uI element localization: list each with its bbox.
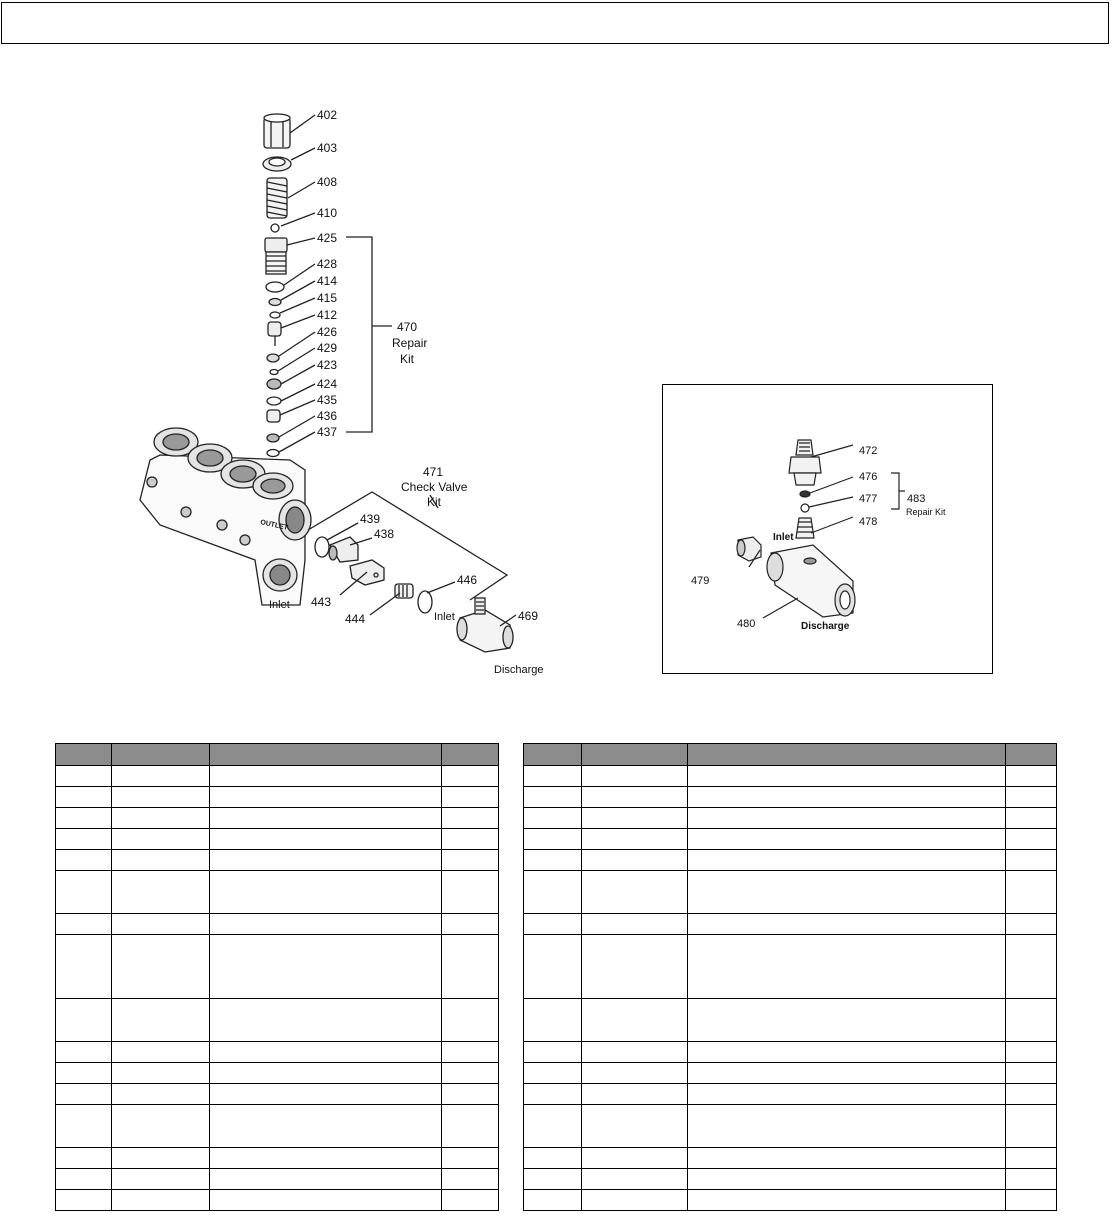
table-cell — [56, 1169, 112, 1190]
table-cell — [210, 766, 442, 787]
label-415: 415 — [317, 291, 338, 305]
table-body — [524, 766, 1057, 1211]
table-cell — [582, 1105, 688, 1148]
table-cell — [524, 1042, 582, 1063]
table-cell — [582, 787, 688, 808]
label-410: 410 — [317, 206, 338, 220]
table-cell — [56, 850, 112, 871]
oring-439 — [315, 537, 329, 557]
table-cell — [582, 1148, 688, 1169]
table-cell — [210, 1063, 442, 1084]
table-cell — [524, 808, 582, 829]
table-cell — [210, 1105, 442, 1148]
table-cell — [210, 1190, 442, 1211]
check-valve-kit-line2: Kit — [427, 495, 442, 509]
label-443: 443 — [311, 595, 332, 609]
table-cell — [210, 1042, 442, 1063]
table-row — [524, 1084, 1057, 1105]
label-414: 414 — [317, 274, 338, 288]
table-cell — [112, 1148, 210, 1169]
table-cell — [582, 871, 688, 914]
table-row — [524, 999, 1057, 1042]
table-cell — [442, 1169, 499, 1190]
table-cell — [1006, 871, 1057, 914]
table-cell — [56, 1148, 112, 1169]
cap-402 — [264, 114, 290, 148]
table-cell — [56, 1084, 112, 1105]
table-cell — [442, 766, 499, 787]
table-cell — [524, 1063, 582, 1084]
header-cell — [582, 744, 688, 766]
stack-labels — [317, 108, 337, 439]
table-row — [56, 1169, 499, 1190]
label-424: 424 — [317, 377, 338, 391]
table-row — [524, 1042, 1057, 1063]
inset-diagram-box — [662, 384, 993, 674]
label-469: 469 — [518, 609, 539, 623]
tee-469 — [457, 598, 513, 652]
table-cell — [688, 1190, 1006, 1211]
oring-437 — [267, 450, 279, 457]
table-row — [56, 766, 499, 787]
seal-423 — [267, 379, 281, 389]
label-435: 435 — [317, 393, 338, 407]
table-cell — [442, 850, 499, 871]
label-436: 436 — [317, 409, 338, 423]
table-cell — [56, 766, 112, 787]
table-cell — [112, 935, 210, 999]
label-446: 446 — [457, 573, 478, 587]
table-cell — [582, 1190, 688, 1211]
label-439: 439 — [360, 512, 381, 526]
repair-kit-number: 470 — [397, 320, 418, 334]
table-cell — [688, 1084, 1006, 1105]
table-cell — [112, 914, 210, 935]
seat-424 — [267, 410, 280, 422]
label-425: 425 — [317, 231, 338, 245]
table-cell — [210, 999, 442, 1042]
table-cell — [1006, 766, 1057, 787]
table-cell — [1006, 1169, 1057, 1190]
table-cell — [56, 1105, 112, 1148]
spring-478 — [796, 518, 814, 538]
table-cell — [688, 808, 1006, 829]
table-cell — [582, 829, 688, 850]
table-cell — [1006, 1063, 1057, 1084]
table-cell — [442, 1084, 499, 1105]
table-cell — [1006, 1084, 1057, 1105]
header-cell — [1006, 744, 1057, 766]
table-cell — [688, 829, 1006, 850]
label-inset-discharge: Discharge — [801, 621, 850, 632]
table-row — [56, 1148, 499, 1169]
table-cell — [442, 787, 499, 808]
table-row — [56, 914, 499, 935]
table-cell — [112, 1105, 210, 1148]
table-cell — [582, 1084, 688, 1105]
header-cell — [524, 744, 582, 766]
table-cell — [688, 871, 1006, 914]
table-cell — [688, 1105, 1006, 1148]
table-row — [524, 871, 1057, 914]
table-cell — [56, 808, 112, 829]
table-cell — [56, 787, 112, 808]
table-row — [56, 1105, 499, 1148]
label-429: 429 — [317, 341, 338, 355]
table-cell — [524, 1084, 582, 1105]
label-438: 438 — [374, 527, 395, 541]
label-483-repair-kit: Repair Kit — [906, 507, 946, 517]
repair-kit-line1: Repair — [392, 336, 428, 350]
table-cell — [688, 766, 1006, 787]
table-cell — [1006, 829, 1057, 850]
table-cell — [210, 914, 442, 935]
spring-408 — [267, 178, 287, 218]
label-403: 403 — [317, 141, 338, 155]
table-cell — [56, 935, 112, 999]
table-cell — [524, 871, 582, 914]
seat-425 — [265, 238, 287, 274]
label-444: 444 — [345, 612, 366, 626]
table-header-row — [524, 744, 1057, 766]
table-cell — [582, 935, 688, 999]
table-row — [56, 1042, 499, 1063]
oring-446 — [418, 591, 432, 613]
table-cell — [1006, 808, 1057, 829]
header-cell — [442, 744, 499, 766]
table-cell — [688, 914, 1006, 935]
table-body — [56, 766, 499, 1211]
table-cell — [112, 1063, 210, 1084]
table-cell — [524, 1105, 582, 1148]
label-412: 412 — [317, 308, 338, 322]
label-inlet-main: Inlet — [269, 599, 290, 611]
table-cell — [524, 1148, 582, 1169]
label-423: 423 — [317, 358, 338, 372]
table-cell — [1006, 1105, 1057, 1148]
manifold-outlet-stamp: OUTLET — [259, 519, 289, 532]
table-row — [56, 1063, 499, 1084]
table-cell — [56, 914, 112, 935]
table-cell — [582, 1169, 688, 1190]
table-cell — [1006, 1148, 1057, 1169]
table-cell — [688, 999, 1006, 1042]
table-cell — [582, 1063, 688, 1084]
table-cell — [688, 1042, 1006, 1063]
table-row — [524, 850, 1057, 871]
parts-table-left — [55, 743, 499, 1211]
table-cell — [112, 871, 210, 914]
table-cell — [210, 850, 442, 871]
label-437: 437 — [317, 425, 338, 439]
table-cell — [112, 808, 210, 829]
table-cell — [524, 999, 582, 1042]
manifold-body — [140, 428, 311, 605]
table-cell — [524, 787, 582, 808]
table-cell — [112, 999, 210, 1042]
table-cell — [442, 871, 499, 914]
label-428: 428 — [317, 257, 338, 271]
table-row — [524, 829, 1057, 850]
table-row — [56, 829, 499, 850]
table-cell — [112, 850, 210, 871]
plug-479 — [737, 537, 761, 561]
table-header-row — [56, 744, 499, 766]
table-row — [524, 1190, 1057, 1211]
ring-415 — [270, 312, 280, 318]
ring-436 — [267, 434, 279, 442]
table-row — [56, 1084, 499, 1105]
table-cell — [56, 999, 112, 1042]
table-cell — [524, 850, 582, 871]
label-478: 478 — [859, 516, 878, 528]
table-cell — [112, 1084, 210, 1105]
table-cell — [1006, 1190, 1057, 1211]
table-cell — [442, 914, 499, 935]
label-483: 483 — [907, 493, 926, 505]
table-row — [56, 1190, 499, 1211]
table-cell — [210, 1169, 442, 1190]
nut-403 — [263, 157, 291, 171]
table-cell — [582, 914, 688, 935]
table-row — [524, 1148, 1057, 1169]
label-479: 479 — [691, 575, 710, 587]
table-cell — [1006, 999, 1057, 1042]
label-inset-inlet: Inlet — [773, 532, 794, 543]
table-cell — [112, 1190, 210, 1211]
table-row — [524, 808, 1057, 829]
label-476: 476 — [859, 471, 878, 483]
table-cell — [442, 1042, 499, 1063]
label-480: 480 — [737, 618, 756, 630]
washer-426 — [267, 354, 279, 362]
body-480 — [767, 545, 855, 617]
repair-kit-line2: Kit — [400, 352, 415, 366]
table-cell — [56, 1190, 112, 1211]
table-cell — [442, 808, 499, 829]
table-row — [56, 871, 499, 914]
table-row — [524, 787, 1057, 808]
label-inlet-tee: Inlet — [434, 611, 455, 623]
table-row — [56, 935, 499, 999]
oring-428 — [266, 282, 284, 292]
table-cell — [524, 935, 582, 999]
table-row — [524, 766, 1057, 787]
table-cell — [524, 914, 582, 935]
table-cell — [524, 1169, 582, 1190]
table-cell — [112, 829, 210, 850]
table-row — [56, 850, 499, 871]
table-cell — [688, 935, 1006, 999]
table-row — [524, 1105, 1057, 1148]
inset-unloader-diagram — [663, 385, 992, 673]
table-cell — [582, 808, 688, 829]
fitting-472 — [789, 440, 821, 485]
table-cell — [688, 1148, 1006, 1169]
table-cell — [210, 808, 442, 829]
spring-444 — [395, 584, 413, 598]
check-valve-438 — [329, 537, 358, 562]
piston-412 — [268, 322, 281, 346]
oring-476 — [800, 491, 810, 497]
table-cell — [582, 850, 688, 871]
check-valve-kit-line1: Check Valve — [401, 480, 468, 494]
table-row — [56, 787, 499, 808]
table-cell — [210, 787, 442, 808]
ball-410 — [271, 224, 279, 232]
table-cell — [210, 829, 442, 850]
table-cell — [1006, 787, 1057, 808]
table-cell — [210, 1148, 442, 1169]
table-cell — [442, 829, 499, 850]
check-valve-kit-number: 471 — [423, 465, 444, 479]
label-402: 402 — [317, 108, 338, 122]
table-cell — [442, 1190, 499, 1211]
table-cell — [582, 999, 688, 1042]
parts-table-right — [523, 743, 1057, 1211]
table-cell — [56, 871, 112, 914]
table-cell — [56, 829, 112, 850]
table-cell — [210, 935, 442, 999]
table-row — [56, 808, 499, 829]
label-408: 408 — [317, 175, 338, 189]
table-cell — [688, 1063, 1006, 1084]
table-cell — [524, 766, 582, 787]
label-472: 472 — [859, 445, 878, 457]
table-cell — [1006, 914, 1057, 935]
table-cell — [112, 1169, 210, 1190]
table-cell — [442, 935, 499, 999]
kit-labels — [392, 320, 468, 509]
table-row — [524, 935, 1057, 999]
table-cell — [112, 1042, 210, 1063]
table-cell — [688, 850, 1006, 871]
table-cell — [688, 787, 1006, 808]
header-cell — [56, 744, 112, 766]
header-cell — [210, 744, 442, 766]
oring-429 — [270, 370, 278, 375]
label-477: 477 — [859, 493, 878, 505]
table-cell — [442, 1063, 499, 1084]
table-cell — [112, 766, 210, 787]
table-cell — [210, 871, 442, 914]
table-cell — [688, 1169, 1006, 1190]
table-cell — [442, 1148, 499, 1169]
label-426: 426 — [317, 325, 338, 339]
table-cell — [582, 1042, 688, 1063]
table-cell — [112, 787, 210, 808]
table-row — [56, 999, 499, 1042]
table-cell — [56, 1063, 112, 1084]
table-cell — [442, 999, 499, 1042]
table-cell — [524, 1190, 582, 1211]
table-row — [524, 1169, 1057, 1190]
table-cell — [582, 766, 688, 787]
table-cell — [1006, 935, 1057, 999]
table-cell — [56, 1042, 112, 1063]
table-cell — [1006, 1042, 1057, 1063]
table-row — [524, 914, 1057, 935]
table-cell — [210, 1084, 442, 1105]
table-cell — [524, 829, 582, 850]
oring-435 — [267, 397, 281, 405]
header-cell — [112, 744, 210, 766]
ball-477 — [801, 504, 809, 512]
table-cell — [1006, 850, 1057, 871]
table-row — [524, 1063, 1057, 1084]
label-discharge-tee: Discharge — [494, 664, 544, 676]
table-cell — [442, 1105, 499, 1148]
header-cell — [688, 744, 1006, 766]
ring-414 — [269, 299, 281, 306]
